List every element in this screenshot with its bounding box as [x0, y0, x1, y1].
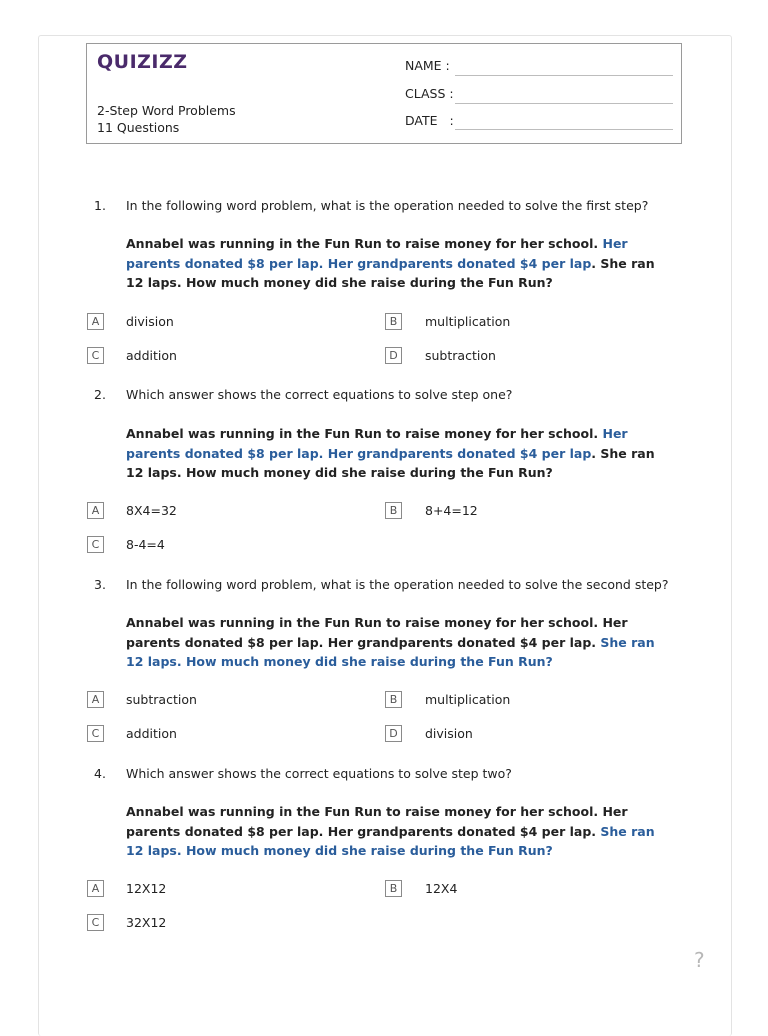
option-letter-c[interactable]: C	[87, 536, 104, 553]
question-passage	[126, 234, 666, 293]
option-text[interactable]: 8+4=12	[425, 503, 478, 518]
name-field-line	[455, 75, 673, 76]
option-text[interactable]: 12X4	[425, 881, 458, 896]
option-text[interactable]: division	[126, 314, 174, 329]
option-letter-b[interactable]: B	[385, 691, 402, 708]
question-text: Which answer shows the correct equations to solve step two?	[126, 766, 512, 781]
question-text: In the following word problem, what is the operation needed to solve the second step?	[126, 577, 669, 592]
passage-highlight: She ran 12 laps. How much money did she raise during the Fun Run?	[126, 823, 655, 858]
option-text[interactable]: subtraction	[425, 348, 496, 363]
worksheet-title: 2-Step Word Problems	[97, 103, 236, 118]
option-letter-a[interactable]: A	[87, 880, 104, 897]
worksheet-header	[86, 43, 682, 144]
option-text[interactable]: addition	[126, 348, 177, 363]
passage-highlight: Her parents donated $8 per lap. Her grandparents donated $4 per lap	[126, 236, 628, 271]
option-text[interactable]: multiplication	[425, 692, 511, 707]
passage-text: . She ran 12 laps. How much money did she raise during the Fun Run?	[126, 445, 655, 480]
option-text[interactable]: 32X12	[126, 915, 167, 930]
option-letter-a[interactable]: A	[87, 502, 104, 519]
passage-highlight: She ran 12 laps. How much money did she raise during the Fun Run?	[126, 634, 655, 669]
option-text[interactable]: 12X12	[126, 881, 167, 896]
question-number: 1.	[94, 198, 106, 213]
question-passage	[126, 613, 666, 672]
passage-text: Annabel was running in the Fun Run to raise money for her school.	[126, 426, 603, 441]
date-field-line	[455, 129, 673, 130]
date-label: DATE :	[405, 113, 454, 128]
help-icon[interactable]: ?	[694, 948, 705, 972]
option-letter-b[interactable]: B	[385, 502, 402, 519]
question-text: In the following word problem, what is the operation needed to solve the first step?	[126, 198, 649, 213]
option-text[interactable]: subtraction	[126, 692, 197, 707]
class-field-line	[455, 103, 673, 104]
name-label: NAME :	[405, 58, 450, 73]
option-letter-c[interactable]: C	[87, 914, 104, 931]
option-letter-b[interactable]: B	[385, 313, 402, 330]
passage-text: Annabel was running in the Fun Run to raise money for her school. Her parents donated $8 per lap. Her grandparents donated $4 per lap.	[126, 804, 628, 839]
option-text[interactable]: division	[425, 726, 473, 741]
option-letter-c[interactable]: C	[87, 347, 104, 364]
question-passage	[126, 802, 666, 861]
passage-text: Annabel was running in the Fun Run to raise money for her school.	[126, 236, 603, 251]
option-text[interactable]: 8-4=4	[126, 537, 165, 552]
option-letter-c[interactable]: C	[87, 725, 104, 742]
option-text[interactable]: multiplication	[425, 314, 511, 329]
question-text: Which answer shows the correct equations to solve step one?	[126, 387, 513, 402]
option-letter-d[interactable]: D	[385, 725, 402, 742]
passage-text: . She ran 12 laps. How much money did she raise during the Fun Run?	[126, 255, 655, 290]
option-text[interactable]: addition	[126, 726, 177, 741]
option-letter-d[interactable]: D	[385, 347, 402, 364]
option-letter-a[interactable]: A	[87, 313, 104, 330]
question-count: 11 Questions	[97, 120, 180, 135]
option-text[interactable]: 8X4=32	[126, 503, 177, 518]
quizizz-logo: QUIZIZZ	[97, 51, 188, 73]
passage-text: Annabel was running in the Fun Run to raise money for her school. Her parents donated $8 per lap. Her grandparents donated $4 per lap.	[126, 615, 628, 650]
option-letter-a[interactable]: A	[87, 691, 104, 708]
question-number: 3.	[94, 577, 106, 592]
passage-highlight: Her parents donated $8 per lap. Her grandparents donated $4 per lap	[126, 426, 628, 461]
option-letter-b[interactable]: B	[385, 880, 402, 897]
question-passage	[126, 424, 666, 483]
question-number: 2.	[94, 387, 106, 402]
class-label: CLASS :	[405, 86, 454, 101]
question-number: 4.	[94, 766, 106, 781]
